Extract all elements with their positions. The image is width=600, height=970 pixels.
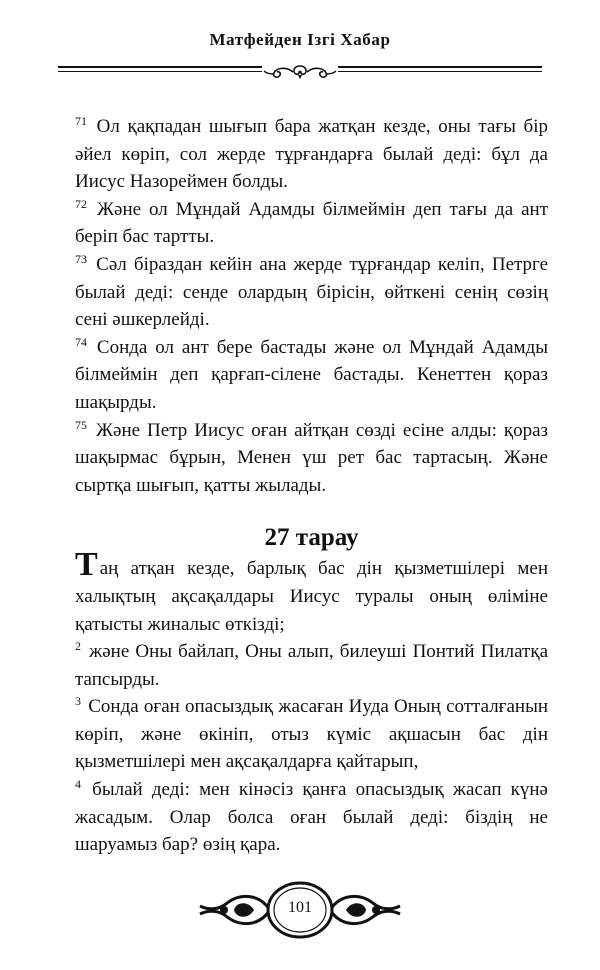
verse-number: 2 <box>75 639 81 654</box>
verse-text: Сонда оған опасыздық жасаған Иуда Оның сотталғанын көріп, және өкініп, отыз күміс ақшасын бас дін қызметшілері мен ақсақалдарға қайтарып, <box>75 696 549 773</box>
page-number: 101 <box>288 899 312 916</box>
verse-71 <box>75 113 548 196</box>
verse-text: Және Петр Иисус оған айтқан сөзді есіне алды: қораз шақырмас бұрын, Менен үш рет бас тартасың. Және сыртқа шығып, қатты жылады. <box>75 419 549 496</box>
verse-2 <box>75 638 548 693</box>
verse-74 <box>75 334 548 417</box>
running-title: Матфейден Ізгі Хабар <box>209 30 391 49</box>
verse-number: 4 <box>75 777 81 792</box>
verse-1 <box>75 546 548 638</box>
verse-number: 72 <box>75 196 87 211</box>
verse-number: 71 <box>75 114 87 128</box>
verse-number: 75 <box>75 417 87 432</box>
verse-text: Ол қақпадан шығып бара жатқан кезде, оны тағы бір әйел көріп, сол жерде тұрғандарға былай деді: бұл да Иисус Назореймен болды. <box>75 116 549 193</box>
page-body <box>75 113 548 859</box>
verse-text: және Оны байлап, Оны алып, билеуші Понтий Пилатқа тапсырды. <box>75 641 548 690</box>
verse-text: Және ол Мұндай Адамды білмеймін деп тағы да ант беріп бас тартты. <box>75 198 549 248</box>
verse-73 <box>75 251 548 334</box>
verse-text: аң атқан кезде, барлық бас дін қызметшілері мен халықтың ақсақалдары Иисус туралы оның өліміне қатысты жиналыс өткізді; <box>75 558 548 635</box>
chapter-title: 27 тарау <box>264 524 359 552</box>
verse-number: 3 <box>75 694 81 709</box>
verse-number: 73 <box>75 251 87 266</box>
drop-cap: Т <box>75 546 98 584</box>
verse-text: Сонда ол ант бере бастады және ол Мұндай Адамды білмеймін деп қарғап-сілене бастады. Кенеттен қораз шақырды. <box>75 336 549 413</box>
header-ornament-icon <box>262 63 338 81</box>
verse-75 <box>75 417 548 500</box>
verse-4 <box>75 776 548 859</box>
verse-number: 74 <box>75 334 87 349</box>
verse-text: Сәл біраздан кейін ана жерде тұрғандар келіп, Петрге былай деді: сенде олардың бірісін, өйткені сенің сөзің сені әшкерлейді. <box>75 253 549 331</box>
verse-72 <box>75 196 548 251</box>
verse-text: былай деді: мен кінәсіз қанға опасыздық жасап күнә жасадым. Олар болса оған былай деді: біздің не шаруамыз бар? өзің қара. <box>75 779 548 856</box>
verse-3 <box>75 693 548 776</box>
